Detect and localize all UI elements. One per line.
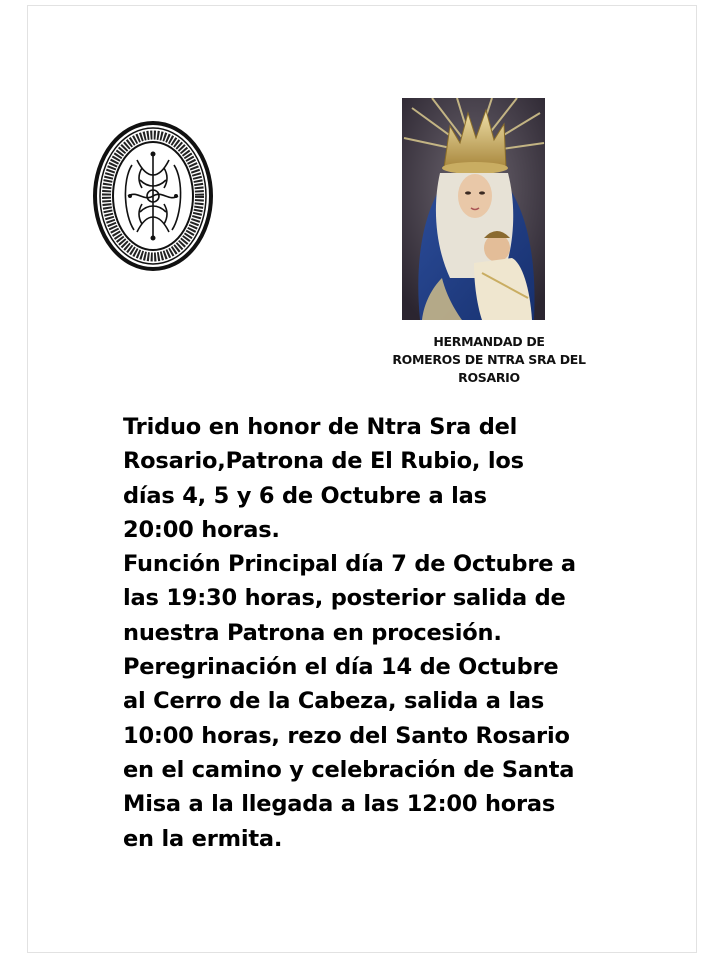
announcement-line: en la ermita. [123, 825, 283, 852]
announcement-line: nuestra Patrona en procesión. [123, 619, 502, 646]
announcement-line: en el camino y celebración de Santa [123, 756, 575, 783]
announcement-line: 10:00 horas, rezo del Santo Rosario [123, 722, 570, 749]
caption-line: ROSARIO [458, 370, 520, 385]
caption-line: HERMANDAD DE [433, 334, 545, 349]
announcement-line: Rosario,Patrona de El Rubio, los [123, 448, 524, 475]
announcement-line: días 4, 5 y 6 de Octubre a las [123, 482, 487, 509]
caption-line: ROMEROS DE NTRA SRA DEL [392, 352, 586, 367]
brotherhood-caption [362, 333, 616, 387]
announcement-line: Triduo en honor de Ntra Sra del [123, 414, 518, 440]
announcement-line: 20:00 horas. [123, 516, 280, 543]
announcement-line: Peregrinación el día 14 de Octubre [123, 654, 559, 681]
virgin-with-child-image [402, 98, 545, 320]
announcement-line: al Cerro de la Cabeza, salida a las [123, 688, 545, 715]
announcement-text [123, 410, 643, 856]
brotherhood-seal-logo [92, 120, 214, 272]
announcement-line: Función Principal día 7 de Octubre a [123, 551, 576, 578]
announcement-line: Misa a la llegada a las 12:00 horas [123, 791, 556, 818]
announcement-line: las 19:30 horas, posterior salida de [123, 585, 566, 612]
